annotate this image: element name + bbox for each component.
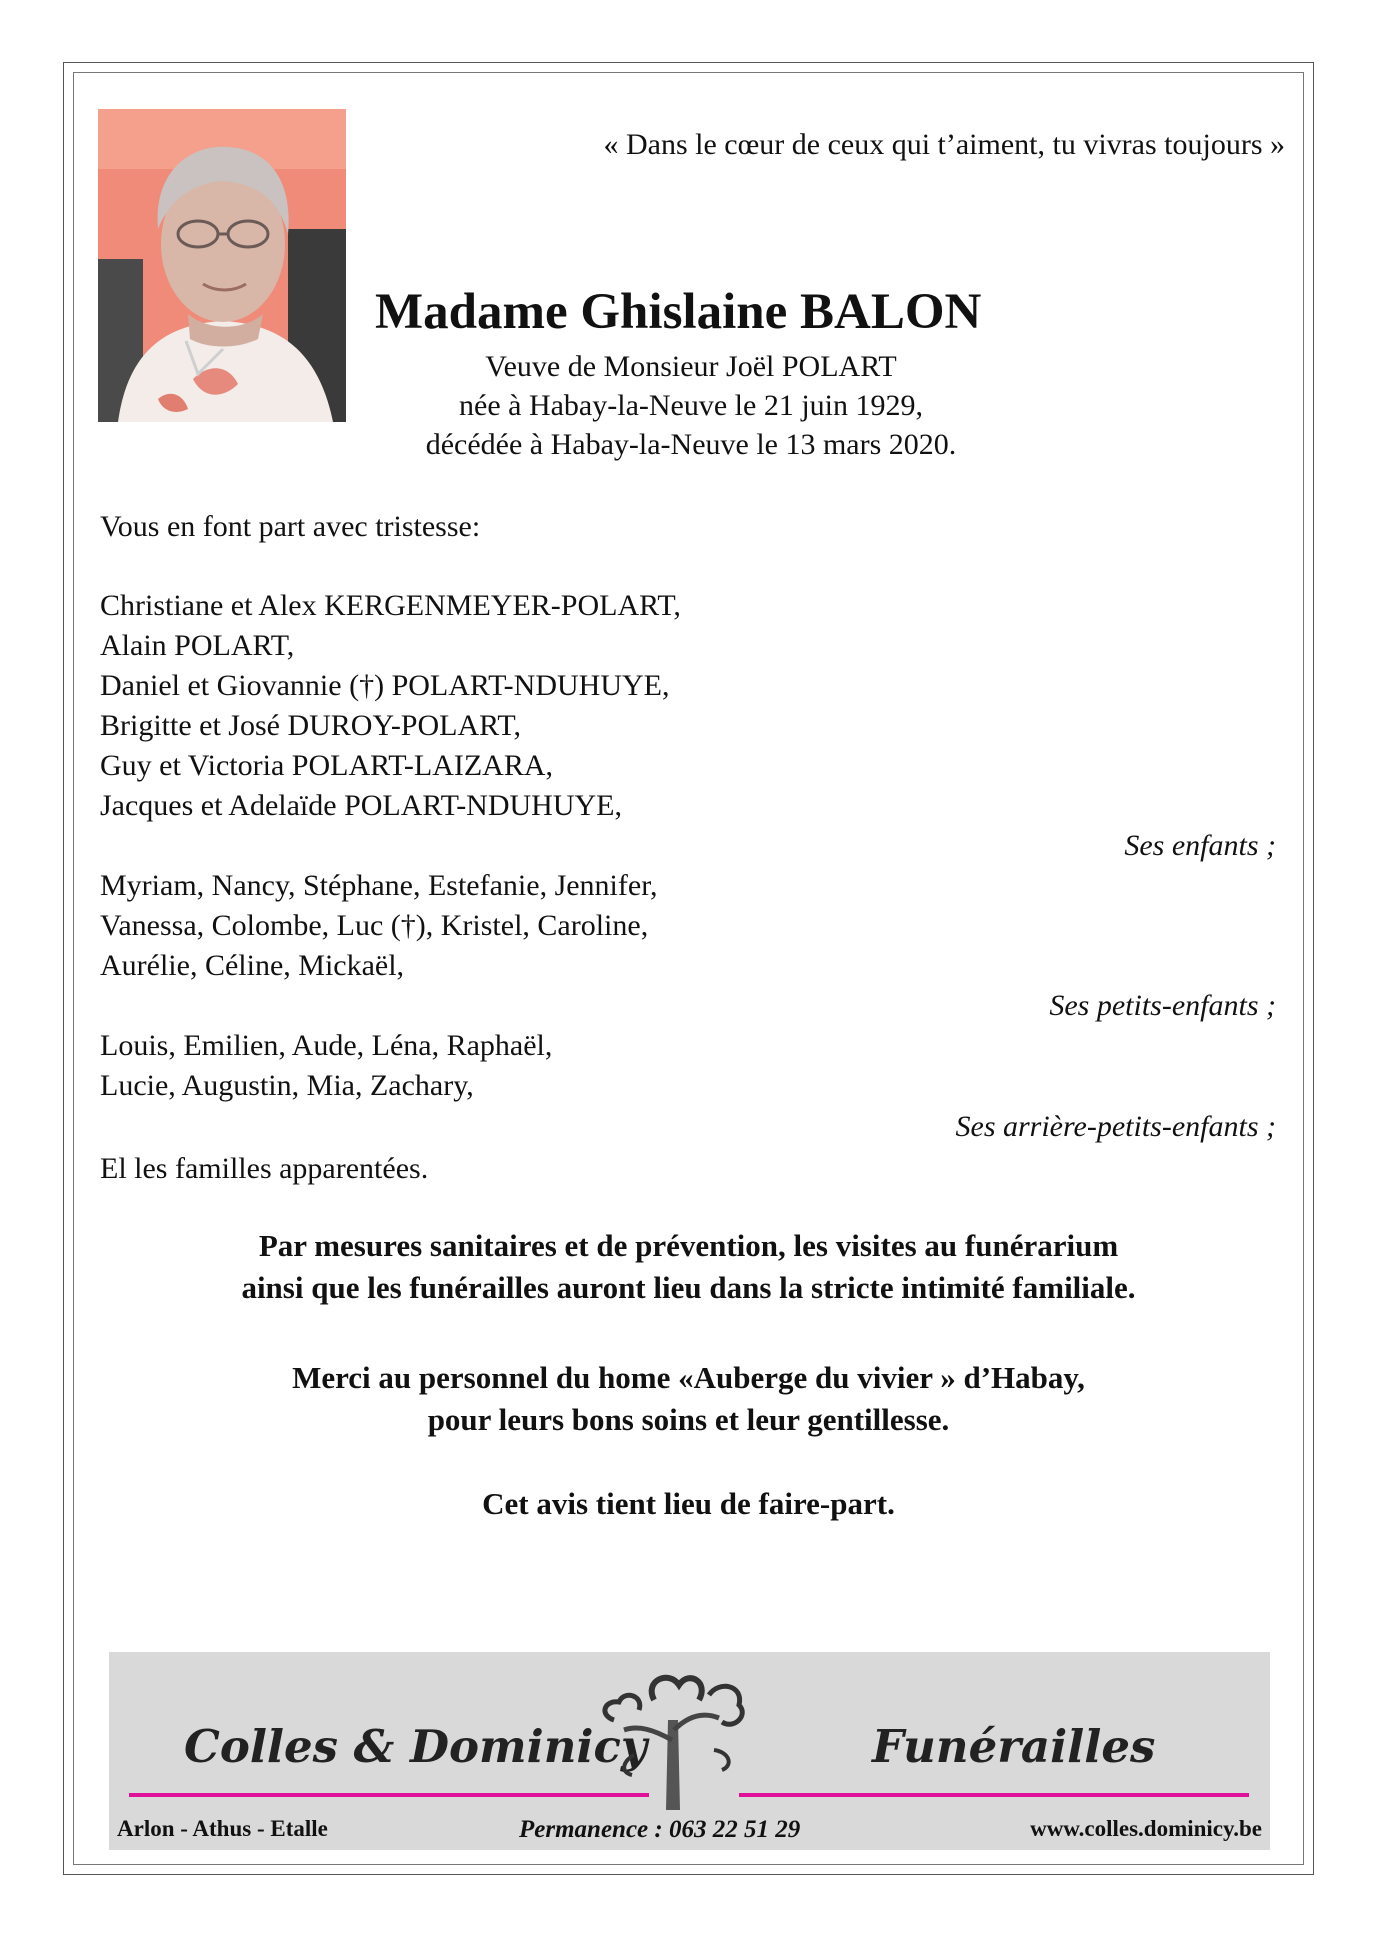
grandchild-line: Aurélie, Céline, Mickaël, [100, 949, 405, 982]
faire-part-line: Cet avis tient lieu de faire-part. [482, 1486, 895, 1521]
death-line: décédée à Habay-la-Neuve le 13 mars 2020. [425, 428, 957, 461]
brand-service: Funérailles [872, 1720, 1156, 1773]
brand-name: Colles & Dominicy [184, 1720, 648, 1773]
tree-logo-icon [594, 1660, 754, 1810]
families-line: El les familles apparentées. [100, 1152, 429, 1185]
grandchildren-label: Ses petits-enfants ; [1049, 989, 1276, 1022]
intro-text: Vous en font part avec tristesse: [100, 510, 481, 543]
child-line: Jacques et Adelaïde POLART-NDUHUYE, [100, 789, 622, 822]
grandchild-line: Myriam, Nancy, Stéphane, Estefanie, Jennifer, [100, 869, 658, 902]
great-grandchildren-label: Ses arrière-petits-enfants ; [955, 1110, 1276, 1143]
child-line: Brigitte et José DUROY-POLART, [100, 709, 521, 742]
portrait-photo [98, 109, 346, 422]
great-grandchild-line: Louis, Emilien, Aude, Léna, Raphaël, [100, 1029, 553, 1062]
widow-of-line: Veuve de Monsieur Joël POLART [485, 350, 897, 383]
sanitary-notice-line: ainsi que les funérailles auront lieu dans la stricte intimité familiale. [241, 1270, 1136, 1305]
deceased-name: Madame Ghislaine BALON [375, 284, 982, 340]
child-line: Christiane et Alex KERGENMEYER-POLART, [100, 589, 681, 622]
sanitary-notice-line: Par mesures sanitaires et de prévention, les visites au funérarium [258, 1228, 1119, 1263]
child-line: Daniel et Giovannie (†) POLART-NDUHUYE, [100, 669, 670, 702]
accent-line-right [739, 1793, 1249, 1797]
website-link[interactable]: www.colles.dominicy.be [1030, 1816, 1262, 1841]
grandchild-line: Vanessa, Colombe, Luc (†), Kristel, Caroline, [100, 909, 649, 942]
great-grandchild-line: Lucie, Augustin, Mia, Zachary, [100, 1069, 474, 1102]
locations-text: Arlon - Athus - Etalle [117, 1816, 328, 1841]
phone-text: Permanence : 063 22 51 29 [519, 1816, 801, 1843]
accent-line-left [129, 1793, 649, 1797]
child-line: Guy et Victoria POLART-LAIZARA, [100, 749, 554, 782]
child-line: Alain POLART, [100, 629, 295, 662]
children-label: Ses enfants ; [1124, 829, 1276, 862]
funeral-home-banner [109, 1652, 1270, 1850]
memorial-quote: « Dans le cœur de ceux qui t’aiment, tu vivras toujours » [603, 128, 1285, 161]
thanks-line: pour leurs bons soins et leur gentillesse. [427, 1402, 950, 1437]
thanks-line: Merci au personnel du home «Auberge du vivier » d’Habay, [292, 1360, 1085, 1395]
birth-line: née à Habay-la-Neuve le 21 juin 1929, [459, 389, 923, 422]
